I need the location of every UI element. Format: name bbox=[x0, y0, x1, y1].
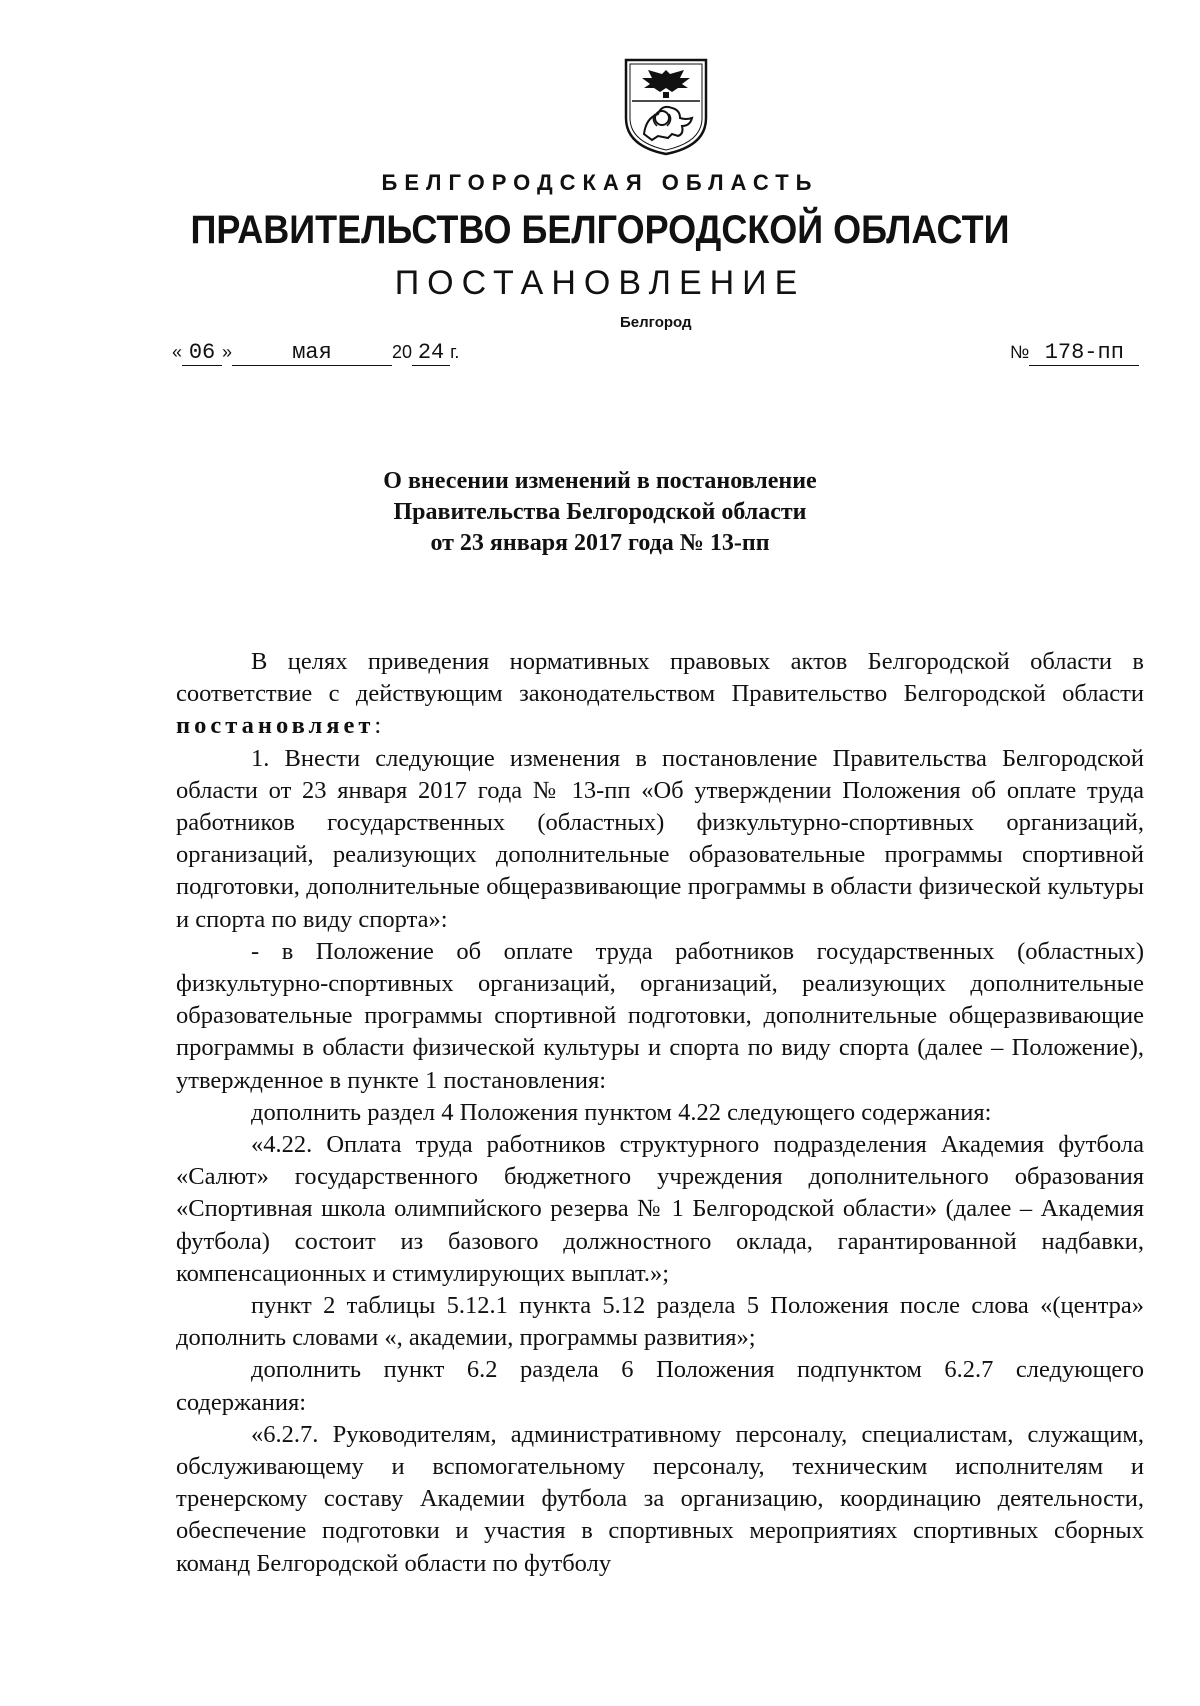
preamble-text: В целях приведения нормативных правовых актов Белгородской области в соответствие с действующим законодательством Правительство Белгородской области bbox=[176, 648, 1144, 708]
document-title bbox=[0, 466, 1200, 559]
title-line: от 23 января 2017 года № 13-пп bbox=[430, 530, 770, 556]
paragraph: 1. Внести следующие изменения в постановление Правительства Белгородской области от 23 января 2017 года № 13-пп «Об утверждении Положения об оплате труда работников государственных (областных) физкультурно-спортивных организаций, организаций, реализующих дополнительные образовательные программы спортивной подготовки, дополнительные общеразвивающие программы в области физической культуры и спорта по виду спорта»: bbox=[176, 744, 1144, 933]
decrees-word: постановляет bbox=[176, 712, 375, 740]
coat-of-arms-icon bbox=[620, 56, 712, 156]
paragraph: дополнить пункт 6.2 раздела 6 Положения подпунктом 6.2.7 следующего содержания: bbox=[176, 1356, 1144, 1416]
date-day: 06 bbox=[182, 340, 222, 366]
date-year-prefix: 20 bbox=[392, 342, 413, 362]
title-line: О внесении изменений в постановление bbox=[383, 468, 817, 494]
paragraph: - в Положение об оплате труда работников государственных (областных) физкультурно-спортивных организаций, организаций, реализующих дополнительные образовательные программы спортивной подготовки, дополнительные общеразвивающие программы в области физической культуры и спорта по виду спорта (далее – Положение), утвержденное в пункте 1 постановления: bbox=[176, 937, 1144, 1094]
document-date bbox=[172, 340, 459, 366]
paragraph: «4.22. Оплата труда работников структурного подразделения Академия футбола «Салют» государственного бюджетного учреждения дополнительного образования «Спортивная школа олимпийского резерва № 1 Белгородской области» (далее – Академия футбола) состоит из базового должностного оклада, гарантированной надбавки, компенсационных и стимулирующих выплат.»; bbox=[176, 1131, 1144, 1287]
region-name: БЕЛГОРОДСКАЯ ОБЛАСТЬ bbox=[381, 170, 819, 195]
government-name: ПРАВИТЕЛЬСТВО БЕЛГОРОДСКОЙ ОБЛАСТИ bbox=[190, 208, 1010, 252]
document-body bbox=[176, 646, 1144, 1580]
date-close-quote: » bbox=[222, 342, 233, 362]
document-number bbox=[1010, 340, 1139, 366]
paragraph-preamble bbox=[176, 646, 1144, 743]
date-month: мая bbox=[232, 340, 392, 366]
date-open-quote: « bbox=[172, 342, 183, 362]
date-year-mark: г. bbox=[450, 342, 460, 362]
paragraph: дополнить раздел 4 Положения пунктом 4.22 следующего содержания: bbox=[251, 1098, 992, 1126]
number-value: 178-пп bbox=[1029, 340, 1139, 366]
date-year-suffix: 24 bbox=[412, 340, 450, 366]
city-name: Белгород bbox=[620, 314, 692, 331]
preamble-end: : bbox=[374, 712, 382, 740]
paragraph: «6.2.7. Руководителям, административному персоналу, специалистам, служащим, обслуживающему и вспомогательному персоналу, техническим исполнителям и тренерскому составу Академии футбола за организацию, координацию деятельности, обеспечение подготовки и участия в спортивных мероприятиях спортивных сборных команд Белгородской области по футболу bbox=[176, 1420, 1144, 1577]
paragraph: пункт 2 таблицы 5.12.1 пункта 5.12 раздела 5 Положения после слова «(центра» дополнить словами «, академии, программы развития»; bbox=[176, 1292, 1144, 1352]
document-type: ПОСТАНОВЛЕНИЕ bbox=[394, 264, 806, 302]
title-line: Правительства Белгородской области bbox=[393, 499, 807, 525]
number-prefix: № bbox=[1010, 342, 1030, 362]
